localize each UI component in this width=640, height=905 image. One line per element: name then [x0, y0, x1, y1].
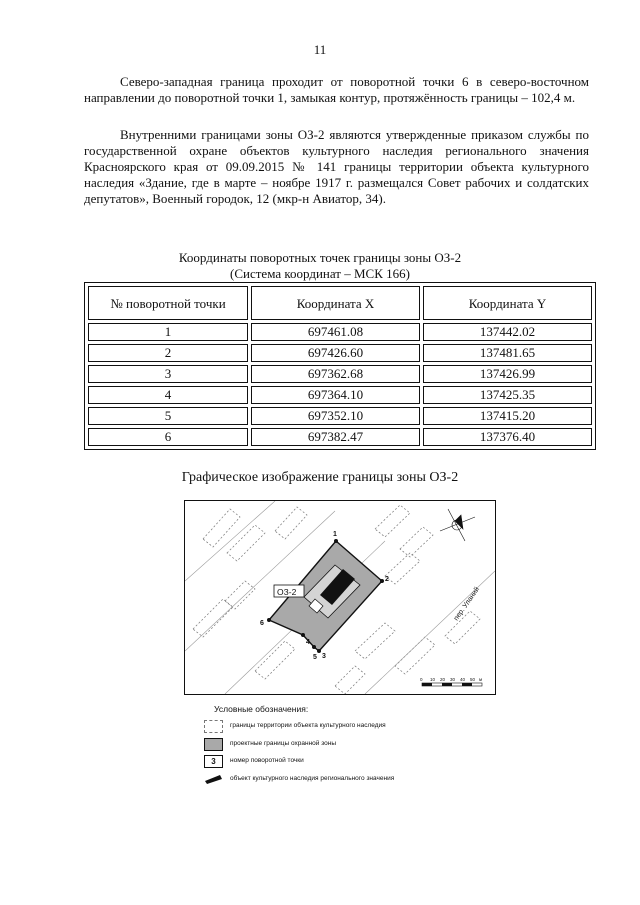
- scale-bar: [420, 677, 482, 686]
- building-outline: [335, 666, 365, 694]
- building-outline: [395, 637, 435, 674]
- building-outline: [355, 623, 395, 659]
- scale-tick: 30: [450, 677, 456, 682]
- scale-tick: 50: [470, 677, 476, 682]
- point-number-icon: 3: [204, 755, 223, 768]
- building-outline: [385, 553, 420, 584]
- cell-x: 697362.68: [251, 365, 420, 383]
- header-coord-x: Координата X: [251, 286, 420, 320]
- legend-label: проектные границы охранной зоны: [230, 740, 336, 747]
- header-coord-y: Координата Y: [423, 286, 592, 320]
- point-label-5: 5: [313, 654, 317, 661]
- cell-x: 697352.10: [251, 407, 420, 425]
- table-row: [88, 323, 592, 341]
- scale-tick: 0: [420, 677, 423, 682]
- zone-boundary-icon: [204, 738, 223, 751]
- building-outline: [227, 525, 265, 561]
- cell-point: 3: [88, 365, 248, 383]
- building-outline: [255, 641, 295, 679]
- table-row: [88, 365, 592, 383]
- table-row: [88, 344, 592, 362]
- cell-x: 697426.60: [251, 344, 420, 362]
- cell-point: 5: [88, 407, 248, 425]
- heritage-object-icon: [204, 773, 223, 784]
- boundary-map: [184, 500, 496, 695]
- cell-y: 137415.20: [423, 407, 592, 425]
- north-arrow-icon: [440, 509, 475, 541]
- zone-label: ОЗ-2: [277, 587, 297, 597]
- cell-y: 137442.02: [423, 323, 592, 341]
- point-label-2: 2: [385, 576, 389, 583]
- building-outline: [400, 527, 433, 557]
- cell-y: 137425.35: [423, 386, 592, 404]
- building-outline: [375, 505, 410, 537]
- cell-x: 697461.08: [251, 323, 420, 341]
- cell-y: 137426.99: [423, 365, 592, 383]
- coordinates-table: [84, 282, 596, 450]
- scale-unit: м: [479, 677, 483, 682]
- paragraph-boundary-northwest: Северо-западная граница проходит от поворотной точки 6 в северо-восточном направлении до поворотной точки 1, замыкая контур, протяжённость границы – 102,4 м.: [84, 74, 589, 105]
- scale-tick: 20: [440, 677, 446, 682]
- figure-title: Графическое изображение границы зоны ОЗ-2: [181, 470, 459, 485]
- point-label-3: 3: [322, 653, 326, 660]
- cell-x: 697382.47: [251, 428, 420, 446]
- cell-point: 2: [88, 344, 248, 362]
- point-label-4: 4: [306, 639, 310, 646]
- cell-point: 6: [88, 428, 248, 446]
- building-outline: [275, 507, 307, 539]
- table-row: [88, 407, 592, 425]
- cell-y: 137376.40: [423, 428, 592, 446]
- cell-y: 137481.65: [423, 344, 592, 362]
- table-row: [88, 428, 592, 446]
- table-title: Координаты поворотных точек границы зоны ОЗ-2: [178, 250, 462, 265]
- street-label: пер. Уланий: [452, 586, 482, 623]
- scale-tick: 10: [430, 677, 436, 682]
- building-outline: [203, 509, 240, 547]
- header-point-number: № поворотной точки: [88, 286, 248, 320]
- building-outline: [225, 581, 255, 609]
- table-header-row: [88, 286, 592, 320]
- legend-label: объект культурного наследия регионального значения: [230, 775, 395, 782]
- legend-label: границы территории объекта культурного наследия: [230, 722, 386, 729]
- point-label-1: 1: [333, 531, 337, 538]
- legend-title: Условные обозначения:: [214, 704, 309, 714]
- cell-point: 1: [88, 323, 248, 341]
- scale-tick: 40: [460, 677, 466, 682]
- building-outline: [193, 599, 233, 637]
- map-drawing: [185, 501, 495, 694]
- table-subtitle: (Система координат – МСК 166): [230, 266, 410, 281]
- point-label-6: 6: [260, 620, 264, 627]
- cell-x: 697364.10: [251, 386, 420, 404]
- page-number: 11: [313, 42, 327, 57]
- table-row: [88, 386, 592, 404]
- paragraph-internal-boundaries: Внутренними границами зоны ОЗ-2 являются утвержденные приказом службы по государственной охране объектов культурного наследия регионального значения Красноярского края от 09.09.2015 № 141 границы территории объекта культурного наследия «Здание, где в марте – ноябре 1917 г. размещался Совет рабочих и солдатских депутатов», Военный городок, 12 (мкр-н Авиатор, 34).: [84, 127, 589, 206]
- cell-point: 4: [88, 386, 248, 404]
- legend-label: номер поворотной точки: [230, 757, 304, 764]
- territory-boundary-icon: [204, 720, 223, 733]
